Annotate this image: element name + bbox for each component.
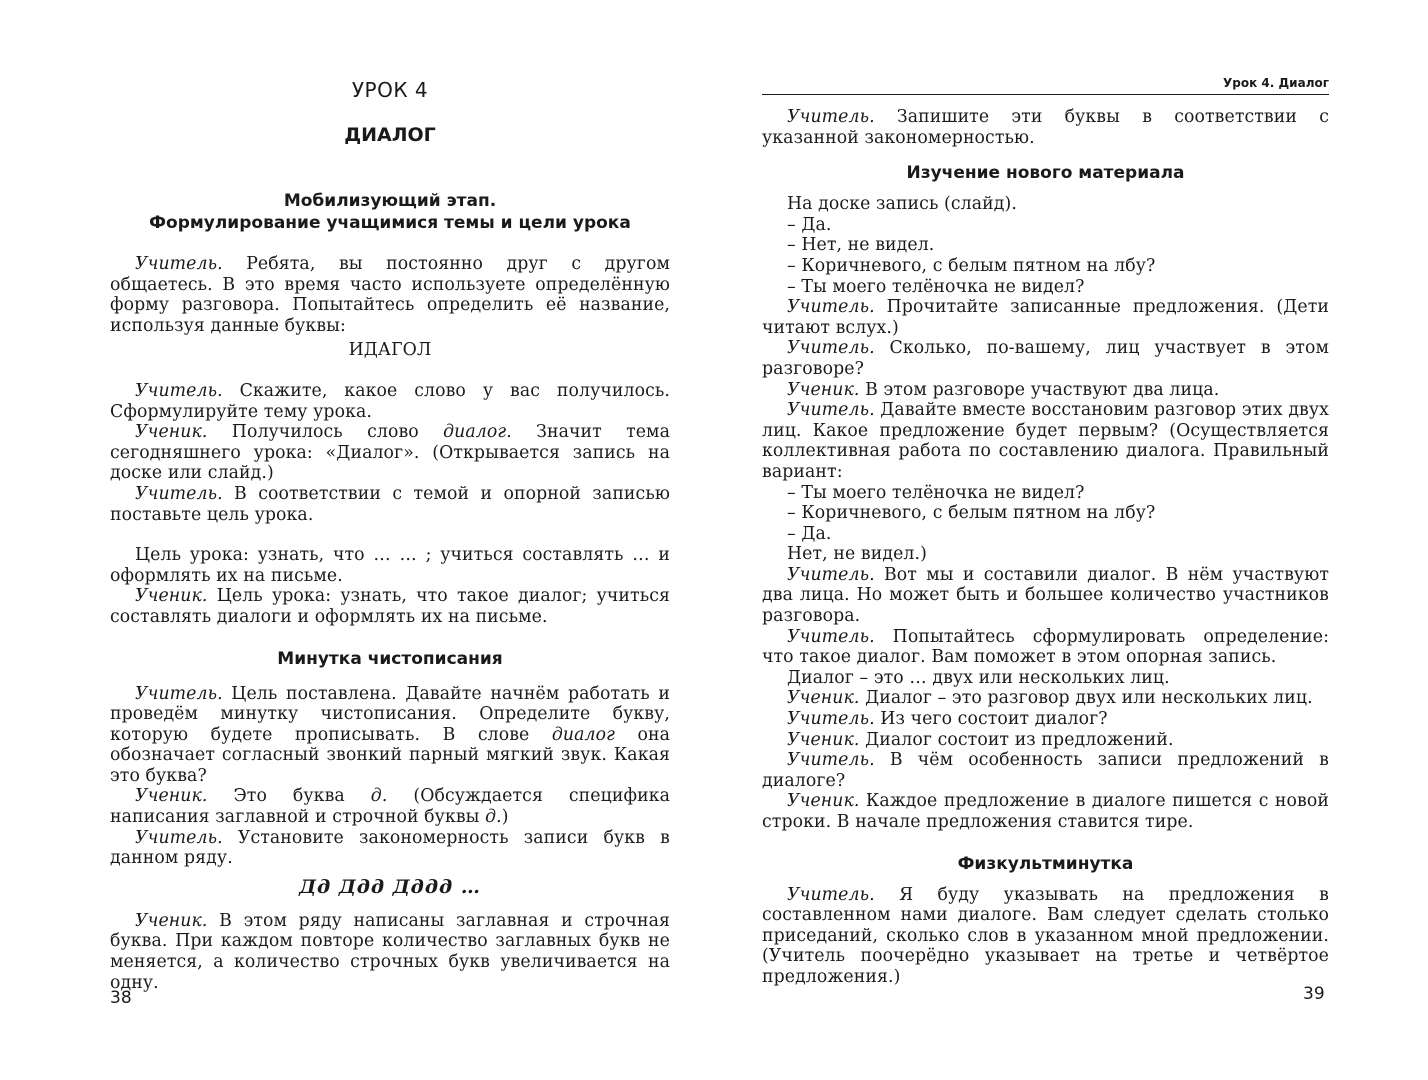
dialog-line: – Нет, не видел.: [787, 235, 935, 256]
page-number: 39: [1303, 984, 1325, 1004]
paragraph-text: Это буква: [207, 786, 371, 807]
right-page: [714, 0, 1428, 1080]
board-intro: На доске запись (слайд).: [787, 194, 1017, 215]
paragraph-text: Попытайтесь сформулировать определение: что такое диалог. Вам поможет в этом опорная запись.: [762, 626, 1329, 668]
lesson-number: УРОК 4: [351, 78, 429, 102]
speaker: Ученик.: [135, 586, 208, 607]
paragraph: [762, 107, 1329, 148]
speaker: Учитель.: [135, 254, 223, 274]
paragraph-text: Прочитайте записанные предложения. (Дети читают вслух.): [762, 297, 1329, 338]
paragraph: [762, 709, 1329, 730]
dialog-line: – Да.: [787, 523, 832, 544]
paragraph: [762, 297, 1329, 338]
paragraph-text: Установите закономерность записи букв в данном ряду.: [110, 827, 670, 869]
paragraph-text: В соответствии с темой и опорной записью поставьте цель урока.: [110, 483, 670, 525]
lesson-title: ДИАЛОГ: [344, 124, 436, 146]
paragraph-text: Я буду указывать на предложения в составленном нами диалоге. Вам следует сделать столько приседаний, сколько слов в указанном мной предложении. (Учитель поочерёдно указывает на третье и четвёртое предложения.): [762, 884, 1329, 987]
paragraph: [110, 422, 670, 484]
speaker: Ученик.: [787, 729, 860, 750]
heading-line-2: Формулирование учащимися темы и цели урока: [149, 213, 631, 233]
speaker: Учитель.: [135, 683, 223, 704]
speaker: Учитель.: [787, 107, 875, 127]
paragraph: [762, 791, 1329, 832]
speaker: Учитель.: [787, 564, 875, 585]
heading-line-1: Мобилизующий этап.: [283, 191, 497, 211]
paragraph: [110, 684, 670, 787]
scrambled-word: ИДАГОЛ: [348, 340, 432, 361]
paragraph-text: Цель урока: узнать, что такое диалог; учиться составлять диалоги и оформлять их на письме.: [110, 586, 670, 627]
paragraph: [110, 786, 670, 827]
speaker: Учитель.: [787, 297, 875, 318]
paragraph: [762, 380, 1329, 401]
speaker: Ученик.: [787, 688, 860, 709]
paragraph: [762, 627, 1329, 668]
paragraph: [762, 565, 1329, 627]
paragraph-text: Значит тема сегодняшнего урока: «Диалог». (Открывается запись на доске или слайд.): [110, 422, 670, 484]
paragraph-text: Скажите, какое слово у вас получилось. Сформулируйте тему урока.: [110, 380, 670, 422]
paragraph-text: Из чего состоит диалог?: [874, 709, 1108, 730]
speaker: Ученик.: [787, 791, 860, 812]
speaker: Ученик.: [135, 422, 208, 443]
paragraph-text: В чём особенность записи предложений в диалоге?: [762, 750, 1329, 791]
paragraph: [110, 828, 670, 869]
speaker: Учитель.: [787, 626, 875, 647]
italic-word: диалог: [551, 724, 615, 745]
paragraph: [762, 688, 1329, 709]
speaker: Учитель.: [787, 750, 875, 771]
paragraph-text: Диалог состоит из предложений.: [859, 729, 1174, 750]
section-heading-mobilizing: [110, 190, 670, 234]
paragraph-text: она обозначает согласный звонкий парный мягкий звук. Какая это буква?: [110, 724, 670, 786]
paragraph: [762, 885, 1329, 988]
definition-template: Диалог – это … двух или нескольких лиц.: [787, 667, 1170, 688]
dialog-line: – Коричневого, с белым пятном на лбу?: [787, 503, 1156, 524]
dialog-line: – Коричневого, с белым пятном на лбу?: [787, 255, 1156, 276]
paragraph-text: В этом ряду написаны заглавная и строчная буква. При каждом повторе количество заглавных букв не меняется, а количество строчных букв увеличивается на одну.: [110, 910, 670, 993]
speaker: Учитель.: [787, 400, 875, 421]
paragraph: [110, 254, 670, 336]
speaker: Учитель.: [135, 380, 223, 401]
section-heading-new-material: Изучение нового материала: [906, 163, 1185, 184]
paragraph-text: Вот мы и составили диалог. В нём участвуют два лица. Но может быть и большее количество участников разговора.: [762, 564, 1329, 627]
paragraph-text: Диалог – это разговор двух или нескольких лиц.: [859, 688, 1313, 709]
paragraph-text: Получилось слово: [207, 422, 444, 443]
paragraph: [762, 338, 1329, 379]
paragraph-text: В этом разговоре участвуют два лица.: [859, 379, 1220, 400]
italic-letter: д.: [485, 807, 502, 828]
dialog-line: – Ты моего телёночка не видел?: [787, 482, 1085, 503]
dialog-line: – Ты моего телёночка не видел?: [787, 276, 1085, 297]
paragraph-text: ): [501, 807, 509, 828]
paragraph-text: Давайте вместе восстановим разговор этих двух лиц. Какое предложение будет первым? (Осуществляется коллективная работа по составлению диалога. Правильный вариант:: [762, 400, 1329, 482]
paragraph-text: (Обсуждается специфика написания заглавной и строчной буквы: [110, 786, 671, 828]
speaker: Ученик.: [787, 379, 860, 400]
paragraph: [762, 750, 1329, 791]
goal-template: Цель урока: узнать, что … … ; учиться составлять … и оформлять их на письме.: [110, 545, 670, 586]
speaker: Учитель.: [787, 338, 875, 359]
paragraph: [110, 911, 670, 993]
paragraph-text: Запишите эти буквы в соответствии с указанной закономерностью.: [762, 107, 1329, 148]
speaker: Ученик.: [135, 910, 208, 931]
italic-letter: д.: [370, 786, 388, 807]
speaker: Учитель.: [787, 884, 875, 905]
paragraph: [110, 381, 670, 422]
dialog-line: – Да.: [787, 214, 832, 235]
paragraph-text: Ребята, вы постоянно друг с другом общаетесь. В это время часто используете определённую форму разговора. Попытайтесь определить её название, используя данные буквы:: [110, 254, 670, 336]
paragraph: [762, 730, 1329, 751]
letters-row: Дд Ддд Дддд …: [299, 875, 481, 898]
paragraph-text: Сколько, по-вашему, лиц участвует в этом разговоре?: [762, 338, 1329, 379]
section-heading-exercise: Физкультминутка: [957, 853, 1134, 874]
section-heading-penmanship: Минутка чистописания: [277, 648, 503, 669]
running-head: Урок 4. Диалог: [762, 76, 1329, 95]
page-number: 38: [110, 988, 132, 1008]
speaker: Учитель.: [135, 827, 223, 848]
italic-word: диалог.: [443, 422, 512, 443]
dialog-line: Нет, не видел.): [787, 544, 927, 565]
paragraph: [110, 586, 670, 627]
paragraph-text: Каждое предложение в диалоге пишется с новой строки. В начале предложения ставится тире.: [762, 791, 1329, 832]
paragraph-text: Цель поставлена. Давайте начнём работать и проведём минутку чистописания. Определите букву, которую будете прописывать. В слове: [110, 683, 670, 745]
speaker: Учитель.: [787, 709, 875, 730]
paragraph: [110, 484, 670, 525]
speaker: Учитель.: [135, 483, 223, 504]
speaker: Ученик.: [135, 786, 208, 807]
paragraph: [762, 400, 1329, 482]
